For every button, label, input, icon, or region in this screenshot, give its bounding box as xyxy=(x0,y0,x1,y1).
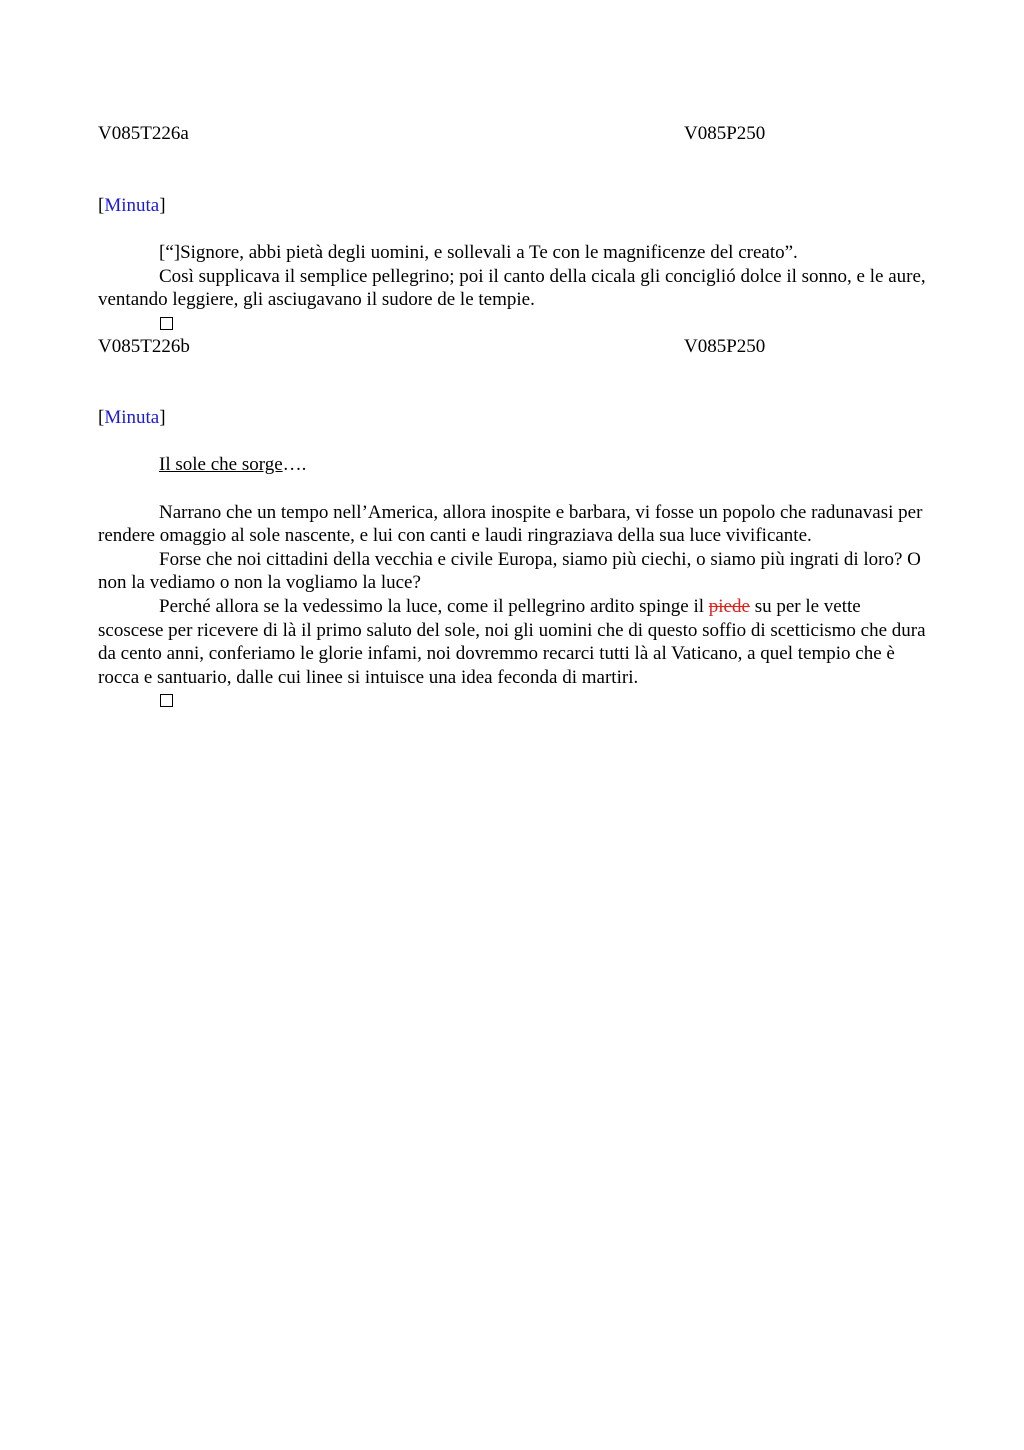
title-ellipsis: …. xyxy=(282,454,307,475)
bracket-close: ] xyxy=(159,195,166,216)
paragraph: Forse che noi cittadini della vecchia e civile Europa, siamo più ciechi, o siamo più ingrati di loro? O non la vediamo o non la vogliamo la luce? xyxy=(98,548,921,594)
page-code: V085P250 xyxy=(684,336,766,357)
paragraph-text-before: Perché allora se la vedessimo la luce, come il pellegrino ardito spinge il xyxy=(159,595,709,617)
section-header xyxy=(98,122,928,146)
section-body xyxy=(98,501,928,690)
document-code: V085T226b xyxy=(98,336,190,357)
paragraph: Narrano che un tempo nell’America, allora inospite e barbara, vi fosse un popolo che radunavasi per rendere omaggio al sole nascente, e lui con canti e laudi ringraziava della sua luce vivificante. xyxy=(98,501,923,547)
section-header xyxy=(98,335,928,359)
paragraph: [“]Signore, abbi pietà degli uomini, e sollevali a Te con le magnificenze del creato”. xyxy=(159,242,798,263)
section-body xyxy=(98,241,928,312)
bracket-open: [ xyxy=(98,407,105,428)
section-title xyxy=(98,453,928,477)
section-v085t226a xyxy=(98,122,928,330)
end-marker-box xyxy=(160,694,173,707)
page-code: V085P250 xyxy=(684,123,766,144)
minuta-label xyxy=(98,406,928,430)
document-code: V085T226a xyxy=(98,123,189,144)
deleted-word: piede xyxy=(708,595,750,617)
bracket-close: ] xyxy=(159,407,166,428)
minuta-link[interactable]: Minuta xyxy=(104,407,160,428)
minuta-label xyxy=(98,194,928,218)
paragraph xyxy=(98,595,928,689)
paragraph: Così supplicava il semplice pellegrino; poi il canto della cicala gli conciglió dolce il sonno, e le aure, ventando leggiere, gli asciugavano il sudore de le tempie. xyxy=(98,265,926,311)
section-v085t226b xyxy=(98,335,928,707)
title-text: Il sole che sorge xyxy=(159,454,283,475)
minuta-link[interactable]: Minuta xyxy=(104,195,160,216)
bracket-open: [ xyxy=(98,195,105,216)
paragraph-text-after: su per le vette scoscese per ricevere di là il primo saluto del sole, noi gli uomini che di questo soffio di scetticismo che dura da cento anni, conferiamo le glorie infami, noi dovremmo recarci tutti là al Vaticano, a quel tempio che è rocca e santuario, dalle cui linee si intuisce una idea feconda di martiri. xyxy=(98,595,926,688)
end-marker-box xyxy=(160,317,173,330)
